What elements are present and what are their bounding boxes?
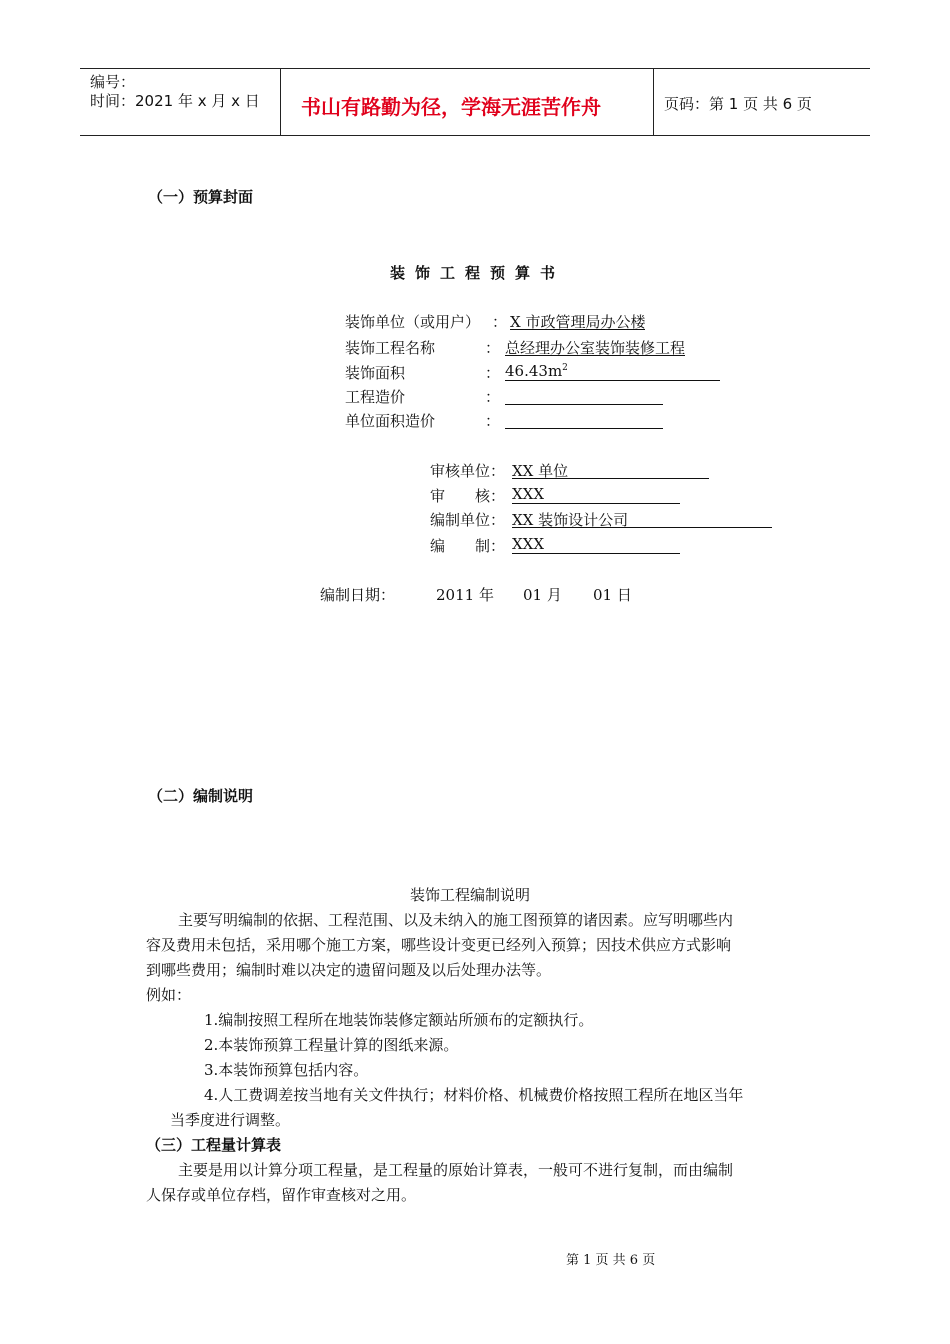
field-unit-value: X 市政管理局办公楼 [510,313,646,331]
list-item-continuation: 当季度进行调整。 [170,1111,291,1129]
field-project-name-value: 总经理办公室装饰装修工程 [505,339,686,357]
field-unit-label: 装饰单位（或用户） [345,313,481,331]
section3-heading: （三）工程量计算表 [146,1136,282,1154]
field-unit-cost-colon: ： [485,412,501,430]
list-item: 2.本装饰预算工程量计算的图纸来源。 [204,1036,459,1054]
field-cost-label: 工程造价 [345,388,406,406]
date-month: 01 月 [523,586,562,604]
review-unit-label: 审核单位： [430,462,506,480]
compiler-label: 编 制： [430,537,506,555]
section3-para-line: 主要是用以计算分项工程量，是工程量的原始计算表，一般可不进行复制，而由编制 [178,1161,734,1179]
section2-subtitle: 装饰工程编制说明 [410,886,531,904]
field-unit-cost-blank [505,410,663,429]
review-unit-value: XX 单位 [512,460,709,479]
field-area-label: 装饰面积 [345,364,406,382]
section2-para-line: 到哪些费用；编制时难以决定的遗留问题及以后处理办法等。 [146,961,552,979]
field-unit-colon: ： [492,313,508,331]
field-cost-blank [505,386,663,405]
field-cost-colon: ： [485,388,501,406]
list-item: 4.人工费调差按当地有关文件执行；材料价格、机械费价格按照工程所在地区当年 [204,1086,744,1104]
field-area-number: 46.43m [505,362,563,380]
date-label: 编制日期： [320,586,396,604]
section2-para-line: 容及费用未包括，采用哪个施工方案，哪些设计变更已经列入预算；因技术供应方式影响 [146,936,732,954]
example-label: 例如： [146,986,192,1004]
compiler-value: XXX [512,535,680,554]
compile-unit-label: 编制单位： [430,511,506,529]
list-item: 3.本装饰预算包括内容。 [204,1061,369,1079]
header-motto-cell [281,69,654,135]
footer-page-number: 第 1 页 共 6 页 [566,1253,656,1268]
date-year: 2011 年 [436,586,494,604]
number-label: 编号： [90,73,136,91]
budget-book-title: 装饰工程预算书 [390,264,566,282]
section2-heading: （二）编制说明 [148,787,254,805]
section1-heading: （一）预算封面 [148,188,254,206]
header-table [80,68,870,136]
section2-para-line: 主要写明编制的依据、工程范围、以及未纳入的施工图预算的诸因素。应写明哪些内 [178,911,734,929]
list-item: 1.编制按照工程所在地装饰装修定额站所颁布的定额执行。 [204,1011,594,1029]
reviewer-value: XXX [512,485,680,504]
field-project-name-label: 装饰工程名称 [345,339,436,357]
field-project-name-colon: ： [485,339,501,357]
section3-para-line: 人保存或单位存档，留作审查核对之用。 [146,1186,417,1204]
field-unit-cost-label: 单位面积造价 [345,412,436,430]
field-area-sup: 2 [562,363,568,373]
header-right-cell [654,69,870,135]
field-area-colon: ： [485,364,501,382]
time-label: 时间：2021 年 x 月 x 日 [90,92,260,110]
page-info: 页码：第 1 页 共 6 页 [664,95,812,113]
compile-unit-value: XX 装饰设计公司 [512,509,772,528]
reviewer-label: 审 核： [430,487,506,505]
motto: 书山有路勤为径，学海无涯苦作舟 [301,95,601,119]
field-area-value [505,362,720,381]
header-left-cell [80,69,281,135]
date-day: 01 日 [593,586,632,604]
